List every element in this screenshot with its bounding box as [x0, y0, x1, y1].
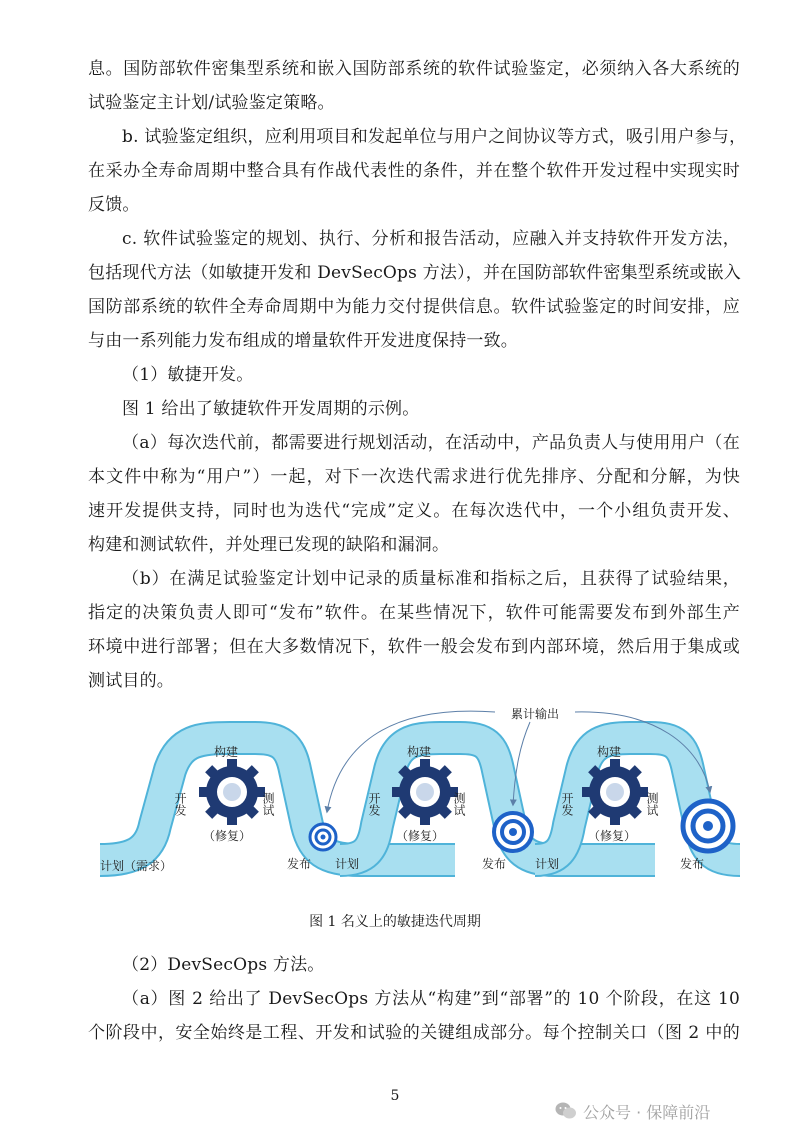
paragraph-line: 国防部系统的软件全寿命周期中为能力交付提供信息。软件试验鉴定的时间安排，应 — [88, 297, 740, 317]
build-label: 构建 — [407, 745, 432, 759]
develop-label: 开发 — [173, 792, 187, 816]
release-label: 发布 — [287, 857, 312, 871]
gear-icon — [199, 759, 265, 825]
watermark-text: 公众号 · 保障前沿 — [583, 1102, 711, 1122]
release-label: 发布 — [680, 857, 705, 871]
cumulative-output-label: 累计输出 — [511, 707, 560, 721]
target-icon — [683, 801, 733, 851]
paragraph-line: 环境中进行部署；但在大多数情况下，软件一般会发布到内部环境，然后用于集成或 — [88, 637, 740, 657]
target-icon — [494, 813, 532, 851]
paragraph-line: 反馈。 — [88, 195, 140, 215]
paragraph-line: 本文件中称为“用户”）一起，对下一次迭代需求进行优先排序、分配和分解，为快 — [88, 467, 740, 487]
paragraph-line: 个阶段中，安全始终是工程、开发和试验的关键组成部分。每个控制关口（图 2 中的 — [88, 1023, 740, 1043]
paragraph-line: 与由一系列能力发布组成的增量软件开发进度保持一致。 — [88, 331, 518, 351]
page-number: 5 — [390, 1088, 400, 1104]
watermark — [555, 1098, 780, 1124]
develop-label: 开发 — [560, 792, 574, 816]
gear-icon — [392, 759, 458, 825]
section-heading: （2）DevSecOps 方法。 — [122, 955, 325, 975]
test-label: 测试 — [645, 792, 659, 816]
target-icon — [310, 824, 336, 850]
paragraph-line: （a）每次迭代前，都需要进行规划活动，在活动中，产品负责人与使用用户（在 — [122, 433, 740, 453]
repair-label: （修复） — [588, 829, 637, 843]
paragraph-line: 在采办全寿命周期中整合具有作战代表性的条件，并在整个软件开发过程中实现实时 — [88, 161, 740, 181]
paragraph-line: c. 软件试验鉴定的规划、执行、分析和报告活动，应融入并支持软件开发方法， — [122, 229, 740, 249]
test-label: 测试 — [452, 792, 466, 816]
test-label: 测试 — [261, 792, 275, 816]
paragraph-line: （a）图 2 给出了 DevSecOps 方法从“构建”到“部署”的 10 个阶段，在这 10 — [122, 989, 740, 1009]
paragraph-line: 息。国防部软件密集型系统和嵌入国防部系统的软件试验鉴定，必须纳入各大系统的 — [88, 59, 740, 79]
paragraph-line: 速开发提供支持，同时也为迭代“完成”定义。在每次迭代中，一个小组负责开发、 — [88, 501, 740, 521]
paragraph-line: （b）在满足试验鉴定计划中记录的质量标准和指标之后，且获得了试验结果， — [122, 569, 740, 589]
develop-label: 开发 — [367, 792, 381, 816]
plan-label: 计划 — [335, 857, 360, 871]
paragraph-line: 试验鉴定主计划/试验鉴定策略。 — [88, 93, 335, 113]
repair-label: （修复） — [203, 829, 252, 843]
plan-label: 计划 — [535, 857, 560, 871]
build-label: 构建 — [597, 745, 622, 759]
agile-cycle-figure — [95, 700, 745, 900]
figure-caption: 图 1 名义上的敏捷迭代周期 — [309, 914, 481, 930]
release-label: 发布 — [482, 857, 507, 871]
paragraph-line: b. 试验鉴定组织，应利用项目和发起单位与用户之间协议等方式，吸引用户参与， — [122, 127, 747, 147]
paragraph-line: 包括现代方法（如敏捷开发和 DevSecOps 方法），并在国防部软件密集型系统或嵌入 — [88, 263, 741, 283]
build-label: 构建 — [214, 745, 239, 759]
plan-requirements-label: 计划（需求） — [100, 859, 173, 873]
gear-icon — [582, 759, 648, 825]
wechat-icon — [555, 1101, 577, 1121]
section-heading: （1）敏捷开发。 — [122, 365, 254, 385]
paragraph-line: 测试目的。 — [88, 671, 174, 691]
paragraph-line: 指定的决策负责人即可“发布”软件。在某些情况下，软件可能需要发布到外部生产 — [88, 603, 740, 623]
paragraph-line: 构建和测试软件，并处理已发现的缺陷和漏洞。 — [88, 535, 450, 555]
paragraph-line: 图 1 给出了敏捷软件开发周期的示例。 — [122, 399, 420, 419]
repair-label: （修复） — [396, 829, 445, 843]
